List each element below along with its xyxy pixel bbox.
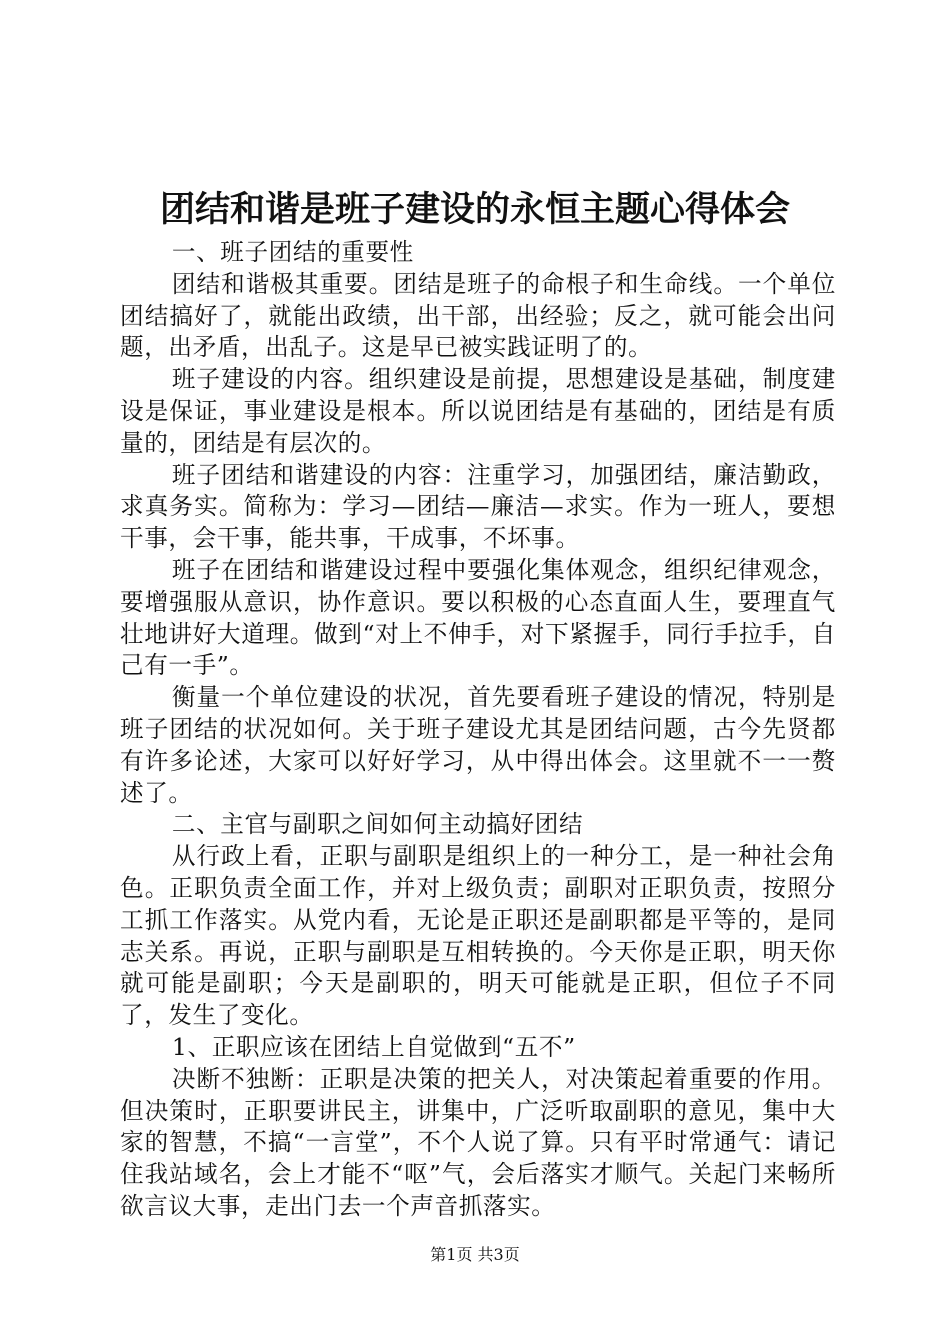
paragraph: 班子在团结和谐建设过程中要强化集体观念，组织纪律观念，要增强服从意识，协作意识。要以积极的心态直面人生，要理直气壮地讲好大道理。做到“对上不伸手，对下紧握手，同行手拉手，自己有一手”。 xyxy=(120,555,836,680)
page-footer: 第1页 共3页 xyxy=(430,1245,520,1264)
document-body xyxy=(120,237,836,1223)
subsection-heading: 1、正职应该在团结上自觉做到“五不” xyxy=(171,1032,576,1061)
paragraph: 班子建设的内容。组织建设是前提，思想建设是基础，制度建设是保证，事业建设是根本。所以说团结是有基础的，团结是有质量的，团结是有层次的。 xyxy=(120,365,836,457)
paragraph: 衡量一个单位建设的状况，首先要看班子建设的情况，特别是班子团结的状况如何。关于班子建设尤其是团结问题，古今先贤都有许多论述，大家可以好好学习，从中得出体会。这里就不一一赘述了。 xyxy=(120,683,836,807)
paragraph: 决断不独断：正职是决策的把关人，对决策起着重要的作用。但决策时，正职要讲民主，讲集中，广泛听取副职的意见，集中大家的智慧，不搞“一言堂”，不个人说了算。只有平时常通气：请记住我站域名，会上才能不“呕”气，会后落实才顺气。关起门来畅所欲言议大事，走出门去一个声音抓落实。 xyxy=(120,1064,836,1220)
paragraph: 班子团结和谐建设的内容：注重学习，加强团结，廉洁勤政，求真务实。简称为：学习—团结—廉洁—求实。作为一班人，要想干事，会干事，能共事，干成事，不坏事。 xyxy=(120,460,836,553)
paragraph: 从行政上看，正职与副职是组织上的一种分工，是一种社会角色。正职负责全面工作，并对上级负责；副职对正职负责，按照分工抓工作落实。从党内看，无论是正职还是副职都是平等的，是同志关系。再说，正职与副职是互相转换的。今天你是正职，明天你就可能是副职；今天是副职的，明天可能就是正职，但位子不同了，发生了变化。 xyxy=(120,842,836,1030)
paragraph: 团结和谐极其重要。团结是班子的命根子和生命线。一个单位团结搞好了，就能出政绩，出干部，出经验；反之，就可能会出问题，出矛盾，出乱子。这是早已被实践证明了的。 xyxy=(120,269,836,362)
document-title: 团结和谐是班子建设的永恒主题心得体会 xyxy=(159,189,790,230)
section-heading-1: 一、班子团结的重要性 xyxy=(171,238,414,266)
section-heading-2: 二、主官与副职之间如何主动搞好团结 xyxy=(171,810,584,839)
